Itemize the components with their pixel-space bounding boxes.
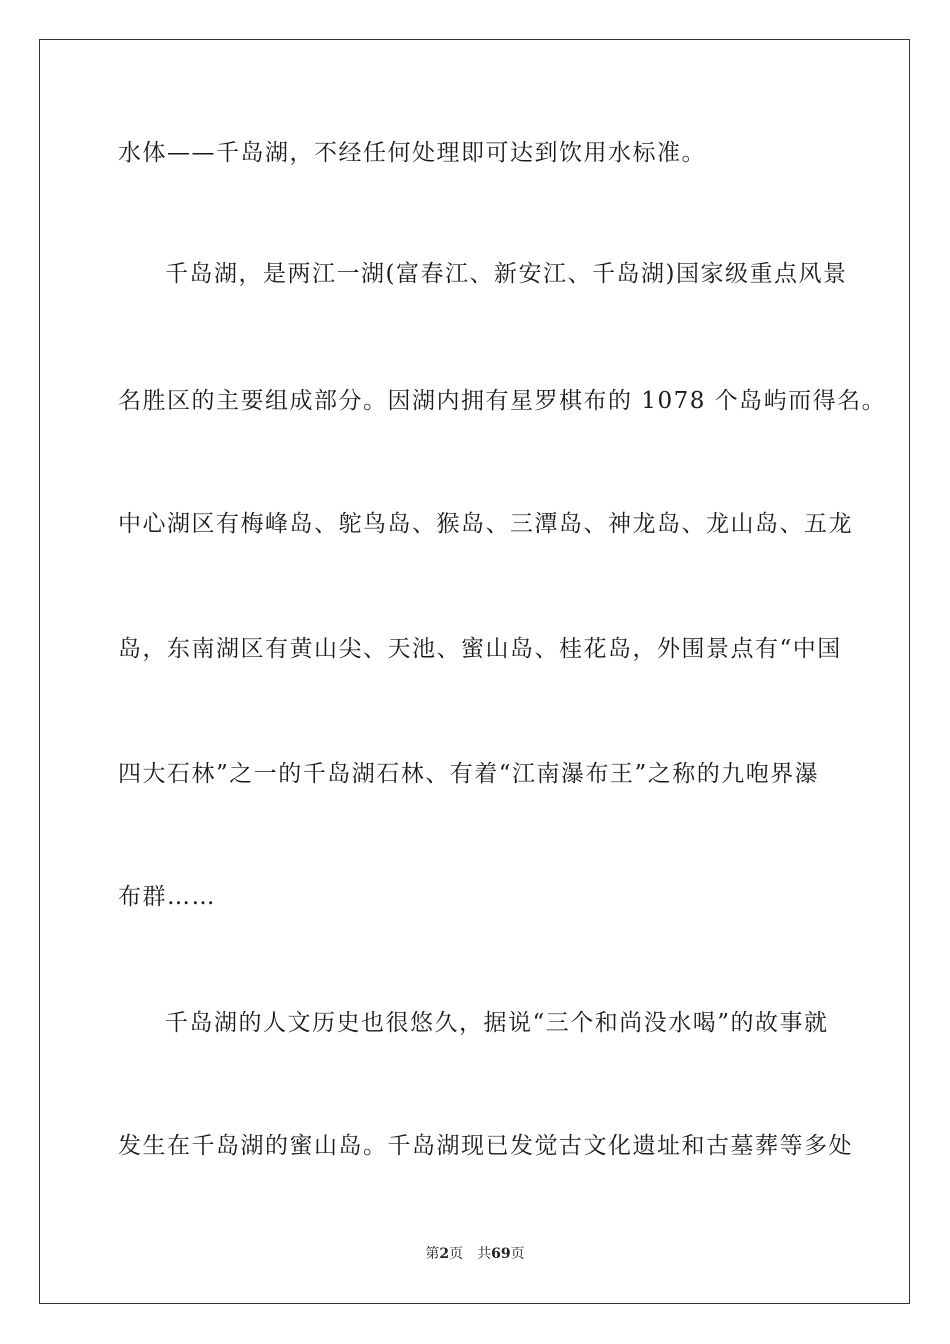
text-line-7: 布群…… [118,884,216,910]
total-prefix: 共 [477,1246,492,1262]
text-line-3: 名胜区的主要组成部分。因湖内拥有星罗棋布的 1078 个岛屿而得名。 [118,388,887,414]
total-suffix: 页 [510,1246,525,1262]
page-footer [0,1243,950,1263]
text-line-4: 中心湖区有梅峰岛、鸵鸟岛、猴岛、三潭岛、神龙岛、龙山岛、五龙 [118,511,853,537]
page-number: 2 [439,1246,450,1262]
total-pages: 69 [491,1246,511,1262]
page-suffix: 页 [449,1246,464,1262]
page-border [39,39,910,1304]
text-line-9: 发生在千岛湖的蜜山岛。千岛湖现已发觉古文化遗址和古墓葬等多处 [118,1133,853,1159]
text-line-6: 四大石林”之一的千岛湖石林、有着“江南瀑布王”之称的九咆界瀑 [118,761,820,787]
text-line-2: 千岛湖，是两江一湖(富春江、新安江、千岛湖)国家级重点风景 [165,261,848,287]
text-line-8: 千岛湖的人文历史也很悠久，据说“三个和尚没水喝”的故事就 [165,1010,829,1036]
text-line-5: 岛，东南湖区有黄山尖、天池、蜜山岛、桂花岛，外围景点有“中国 [118,636,842,662]
text-line-1: 水体——千岛湖，不经任何处理即可达到饮用水标准。 [118,140,706,166]
page-prefix: 第 [425,1246,440,1262]
